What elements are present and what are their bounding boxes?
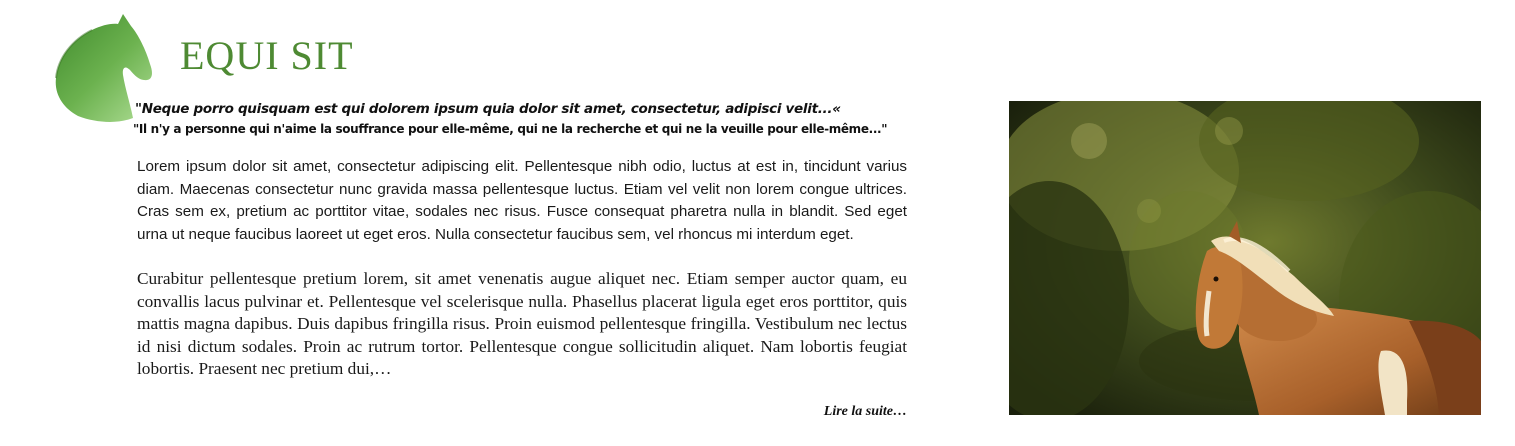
french-quote: "Il n'y a personne qui n'aime la souffrance pour elle-même, qui ne la recherche et qui ne la veuille pour elle-même..." — [133, 122, 888, 136]
read-more-link[interactable]: Lire la suite… — [823, 404, 907, 419]
article-paragraph-2: Curabitur pellentesque pretium lorem, sit amet venenatis augue aliquet nec. Etiam semper auctor quam, eu convallis lacus pulvinar et. Pellentesque vel scelerisque nulla. Phasellus placerat ligula eget eros porttitor, quis mattis magna dapibus. Duis dapibus fringilla risus. Proin euismod pellentesque fringilla. Vestibulum nec lectus id nisi dictum sodales. Proin ac rutrum tortor. Pellentesque congue sollicitudin aliquet. Nam lobortis feugiat lobortis. Praesent nec pretium dui,… — [137, 269, 907, 379]
article-paragraph-1: Lorem ipsum dolor sit amet, consectetur adipiscing elit. Pellentesque nibh odio, luctus at est in, tincidunt varius diam. Maecenas consectetur nunc gravida massa pellentesque luctus. Etiam vel velit non lorem congue ultrices. Cras sem ex, pretium ac porttitor vitae, sodales nec risus. Fusce consequat pharetra nulla in blandit. Sed eget urna ut neque faucibus laoreet ut eget eros. Nulla consectetur faucibus sem, vel rhoncus mi interdum eget. — [137, 158, 907, 243]
horse-photo — [1009, 101, 1481, 415]
brand-name: EQUI SIT — [180, 33, 354, 78]
latin-quote: "Neque porro quisquam est qui dolorem ipsum quia dolor sit amet, consectetur, adipisci velit...« — [135, 101, 841, 117]
